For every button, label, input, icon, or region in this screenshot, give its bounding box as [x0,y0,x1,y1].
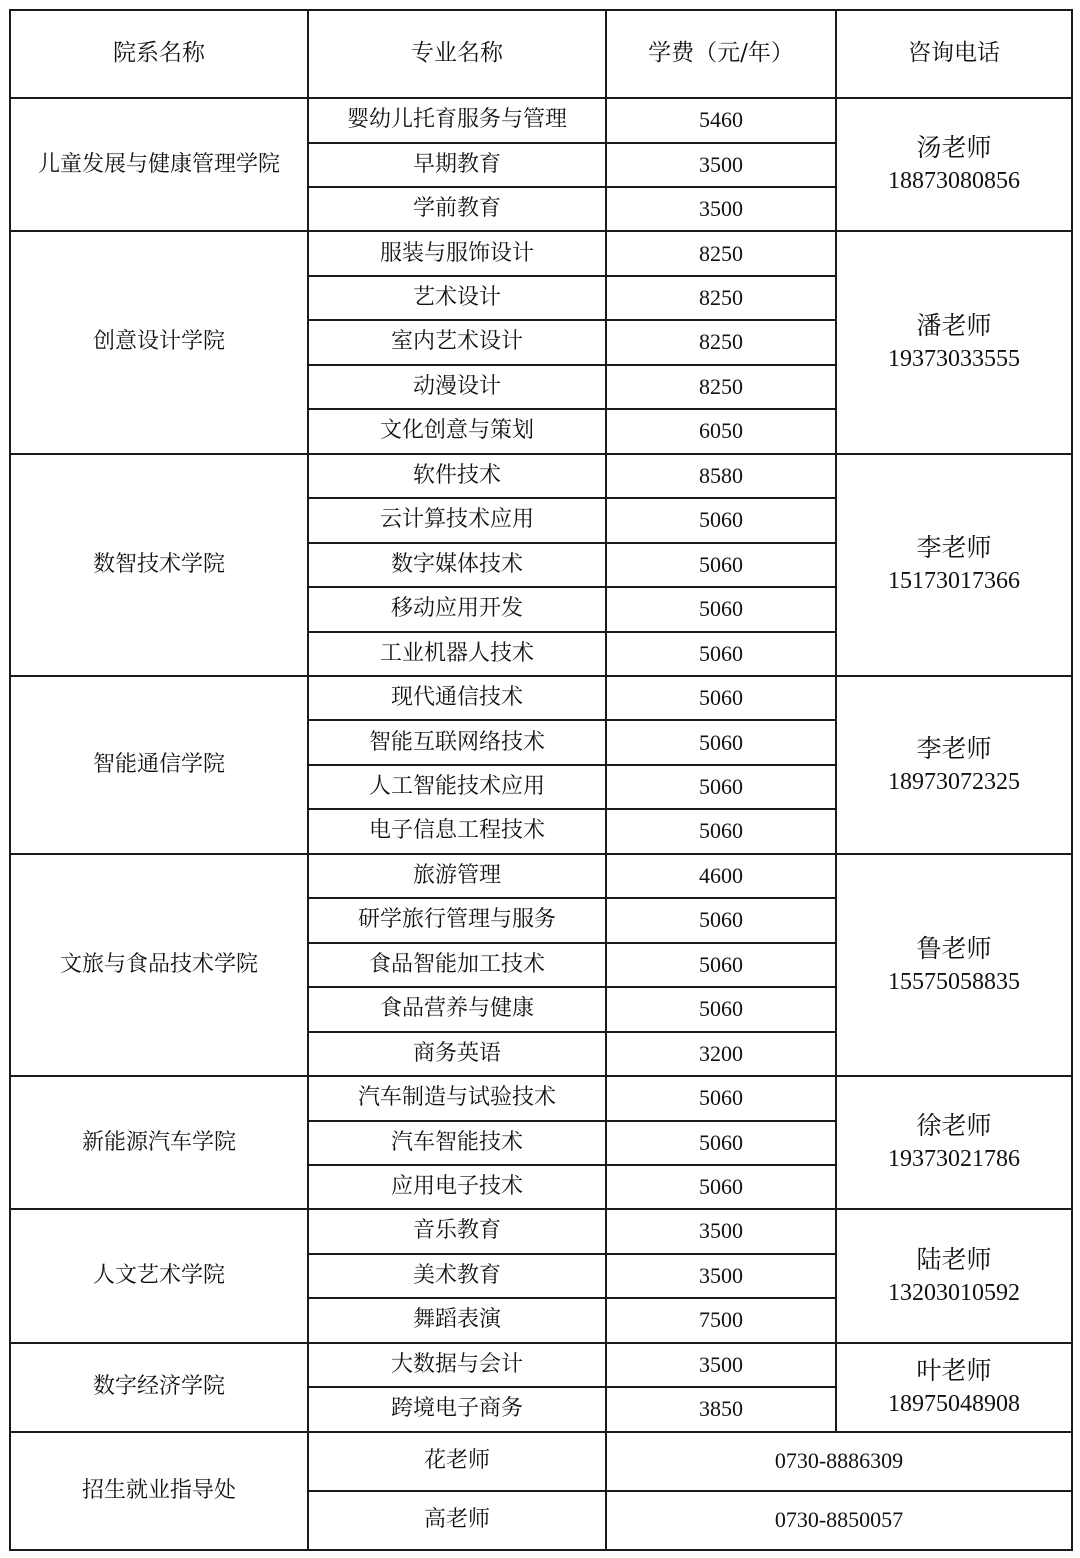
admissions-contact-name: 高老师 [308,1491,606,1550]
contact-cell [836,1343,1072,1432]
tuition-fee: 5060 [606,1165,836,1209]
major-name: 云计算技术应用 [308,498,606,542]
header-phone: 咨询电话 [836,10,1072,98]
major-name: 动漫设计 [308,365,606,409]
major-name: 数字媒体技术 [308,543,606,587]
tuition-fee: 3200 [606,1032,836,1076]
tuition-fee: 5060 [606,987,836,1031]
major-name: 人工智能技术应用 [308,765,606,809]
tuition-fee: 5460 [606,98,836,142]
tuition-fee: 5060 [606,898,836,942]
contact-cell [836,98,1072,231]
contact-name: 汤老师 [916,133,992,163]
tuition-fee: 5060 [606,765,836,809]
major-name: 音乐教育 [308,1209,606,1253]
major-name: 研学旅行管理与服务 [308,898,606,942]
header-major: 专业名称 [308,10,606,98]
tuition-fee: 8580 [606,454,836,498]
major-name: 跨境电子商务 [308,1387,606,1431]
major-name: 软件技术 [308,454,606,498]
major-name: 文化创意与策划 [308,409,606,453]
table-row [10,1209,1072,1253]
contact-cell [836,1209,1072,1342]
contact-name: 鲁老师 [916,933,992,963]
tuition-fee: 3500 [606,143,836,187]
admissions-office-name: 招生就业指导处 [10,1432,308,1550]
contact-cell [836,454,1072,676]
major-name: 现代通信技术 [308,676,606,720]
tuition-fee: 5060 [606,587,836,631]
major-name: 工业机器人技术 [308,632,606,676]
tuition-fee: 5060 [606,943,836,987]
major-name: 服装与服饰设计 [308,231,606,275]
major-name: 汽车制造与试验技术 [308,1076,606,1120]
major-name: 商务英语 [308,1032,606,1076]
major-name: 旅游管理 [308,854,606,898]
tuition-fee: 5060 [606,720,836,764]
tuition-fee: 4600 [606,854,836,898]
department-name: 文旅与食品技术学院 [10,854,308,1076]
department-name: 人文艺术学院 [10,1209,308,1342]
admissions-contact-phone: 0730-8850057 [606,1491,1072,1550]
contact-name: 陆老师 [916,1244,992,1274]
table-row [10,676,1072,720]
major-name: 汽车智能技术 [308,1121,606,1165]
tuition-fee: 5060 [606,1076,836,1120]
table-row [10,1343,1072,1387]
contact-name: 潘老师 [916,311,992,341]
table-row [10,854,1072,898]
table-row [10,454,1072,498]
department-name: 数字经济学院 [10,1343,308,1432]
major-name: 智能互联网络技术 [308,720,606,764]
contact-phone: 15575058835 [888,968,1020,995]
major-name: 移动应用开发 [308,587,606,631]
tuition-table [9,9,1073,1551]
major-name: 婴幼儿托育服务与管理 [308,98,606,142]
department-name: 数智技术学院 [10,454,308,676]
tuition-fee: 5060 [606,1121,836,1165]
table-row [10,1076,1072,1120]
contact-phone: 19373033555 [888,346,1020,373]
major-name: 艺术设计 [308,276,606,320]
contact-cell [836,676,1072,854]
contact-phone: 18975048908 [888,1390,1020,1417]
major-name: 食品智能加工技术 [308,943,606,987]
table-row [10,231,1072,275]
header-tuition: 学费（元/年） [606,10,836,98]
contact-phone: 19373021786 [888,1146,1020,1173]
tuition-fee: 8250 [606,320,836,364]
tuition-fee: 3500 [606,187,836,231]
major-name: 应用电子技术 [308,1165,606,1209]
table-row [10,98,1072,142]
tuition-fee: 7500 [606,1298,836,1342]
tuition-fee: 3500 [606,1209,836,1253]
major-name: 电子信息工程技术 [308,809,606,853]
department-name: 新能源汽车学院 [10,1076,308,1209]
contact-name: 徐老师 [916,1111,992,1141]
contact-cell [836,1076,1072,1209]
contact-name: 叶老师 [916,1355,992,1385]
department-name: 儿童发展与健康管理学院 [10,98,308,231]
tuition-fee: 5060 [606,543,836,587]
contact-name: 李老师 [916,533,992,563]
header-department: 院系名称 [10,10,308,98]
tuition-fee: 5060 [606,498,836,542]
major-name: 学前教育 [308,187,606,231]
major-name: 早期教育 [308,143,606,187]
admissions-contact-phone: 0730-8886309 [606,1432,1072,1491]
contact-name: 李老师 [916,733,992,763]
major-name: 美术教育 [308,1254,606,1298]
contact-cell [836,854,1072,1076]
contact-phone: 18973072325 [888,768,1020,795]
table-body [10,10,1072,1550]
tuition-fee: 5060 [606,676,836,720]
tuition-fee: 3500 [606,1343,836,1387]
admissions-row [10,1432,1072,1491]
tuition-fee: 5060 [606,632,836,676]
major-name: 室内艺术设计 [308,320,606,364]
header-row [10,10,1072,98]
admissions-contact-name: 花老师 [308,1432,606,1491]
major-name: 食品营养与健康 [308,987,606,1031]
department-name: 智能通信学院 [10,676,308,854]
department-name: 创意设计学院 [10,231,308,453]
contact-phone: 13203010592 [888,1279,1020,1306]
major-name: 舞蹈表演 [308,1298,606,1342]
contact-phone: 15173017366 [888,568,1020,595]
major-name: 大数据与会计 [308,1343,606,1387]
tuition-fee: 5060 [606,809,836,853]
tuition-fee: 8250 [606,276,836,320]
contact-cell [836,231,1072,453]
contact-phone: 18873080856 [888,168,1020,195]
tuition-fee: 8250 [606,365,836,409]
tuition-fee: 8250 [606,231,836,275]
tuition-fee: 3500 [606,1254,836,1298]
tuition-fee: 6050 [606,409,836,453]
tuition-fee: 3850 [606,1387,836,1431]
